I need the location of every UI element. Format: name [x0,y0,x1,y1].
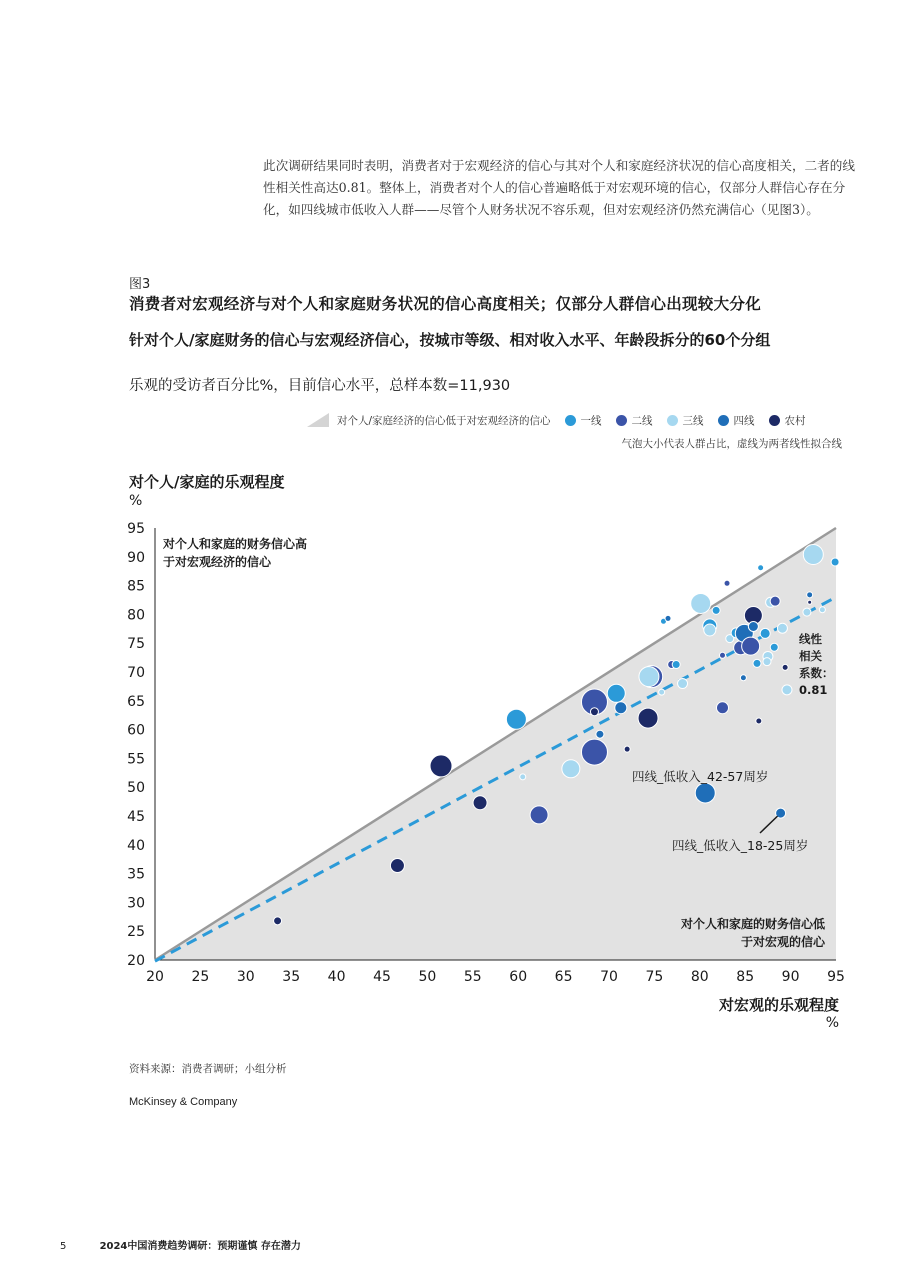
y-tick-label: 70 [127,665,145,681]
data-point [763,658,771,666]
data-point [672,661,680,669]
upper-region-label-line2: 于对宏观经济的信心 [163,555,272,569]
figure-title: 消费者对宏观经济与对个人和家庭财务状况的信心高度相关；仅部分人群信心出现较大分化 [129,295,762,313]
intro-paragraph: 此次调研结果同时表明，消费者对于宏观经济的信心与其对个人和家庭经济状况的信心高度相关，二者的线性相关性高达0.81。整体上，消费者对个人的信心普遍略低于对宏观环境的信心，仅部分人群信心存在分化，如四线城市低收入人群——尽管个人财务状况不容乐观，但对宏观经济仍然充满信心（见图3）。 [263,158,855,217]
y-tick-label: 95 [127,521,145,537]
data-point [748,621,758,631]
legend-note: 气泡大小代表人群占比，虚线为两者线性拟合线 [621,438,842,450]
data-point [430,755,452,777]
lower-region-label: 对个人和家庭的财务信心低 [680,917,825,931]
legend-area-label: 对个人/家庭经济的信心低于对宏观经济的信心 [337,414,551,427]
x-tick-label: 95 [827,969,845,985]
y-tick-label: 80 [127,607,145,624]
y-tick-label: 90 [127,549,145,566]
x-tick-label: 85 [736,969,755,985]
x-tick-label: 60 [509,969,528,985]
correlation-label-line3: 系数： [799,666,834,680]
figure-subtitle: 针对个人/家庭财务的信心与宏观经济信心，按城市等级、相对收入水平、年龄段拆分的60个分组 [129,331,771,349]
x-tick-label: 75 [645,969,664,985]
x-tick-label: 55 [463,969,482,985]
data-point [639,667,659,687]
data-point [665,615,671,621]
y-tick-label: 20 [127,953,145,969]
data-point [596,730,604,738]
correlation-label: 线性 [799,632,822,646]
data-point [274,917,282,925]
y-tick-label: 45 [127,809,145,825]
x-tick-label: 50 [418,969,437,985]
correlation-label-line2: 相关 [799,649,822,663]
x-tick-label: 90 [781,969,800,985]
page-number: 5 [60,1241,67,1252]
x-tick-label: 30 [236,969,255,985]
data-point [624,746,630,752]
x-tick-label: 35 [282,969,301,985]
data-point [742,637,760,655]
x-tick-label: 45 [373,969,391,985]
y-tick-label: 40 [127,837,145,854]
data-point [782,685,792,695]
y-tick-label: 35 [127,866,145,883]
annotation-tier4-low-income-42-57: 四线_低收入_42-57周岁 [632,769,769,784]
data-point [691,593,711,613]
y-axis-title: 对个人/家庭的乐观程度 [129,473,285,491]
x-tick-label: 65 [554,969,573,985]
x-tick-label: 20 [146,969,164,985]
data-point [831,558,839,566]
annotation-tier4-low-income-18-25: 四线_低收入_18-25周岁 [672,838,809,853]
y-tick-label: 75 [127,636,145,653]
legend-label-tier2: 二线 [631,414,653,427]
x-tick-label: 70 [600,969,618,985]
data-point [720,652,726,658]
data-point [704,624,716,636]
data-point [562,760,580,778]
data-point [678,679,688,689]
y-tick-label: 30 [127,895,145,912]
y-tick-label: 65 [127,693,145,710]
data-point [777,623,787,633]
y-tick-label: 85 [127,578,145,595]
legend-label-tier3: 三线 [682,414,704,427]
data-point [473,796,487,810]
data-point [803,608,811,616]
data-point [506,709,526,729]
data-point [819,607,825,613]
lower-region-label-line2: 于对宏观的信心 [740,935,825,949]
data-point [807,592,813,598]
legend-label-tier4: 四线 [733,414,755,427]
x-tick-label: 25 [191,969,210,985]
data-point [724,580,730,586]
data-point [520,774,526,780]
data-point [607,684,625,702]
data-point [782,664,788,670]
data-point [390,859,404,873]
data-point [695,783,715,803]
figure-unit: 乐观的受访者百分比%，目前信心水平，总样本数=11,930 [129,378,511,394]
data-point [740,675,746,681]
data-point [638,708,658,728]
page-footer [60,1237,301,1252]
data-point [659,689,665,695]
data-point [590,708,598,716]
data-point [770,596,780,606]
y-tick-label: 60 [127,722,145,739]
data-point [753,659,761,667]
data-point [758,565,764,571]
data-point [803,544,823,564]
data-point [712,606,720,614]
x-axis-unit: % [825,1015,839,1031]
data-point [760,628,770,638]
y-tick-label: 55 [127,751,145,768]
data-point [615,702,627,714]
legend-label-tier1: 一线 [580,414,602,427]
correlation-label-value: 0.81 [799,683,828,697]
data-point [756,718,762,724]
x-tick-label: 80 [690,969,709,985]
source-note: 资料来源：消费者调研；小组分析 [129,1063,287,1075]
y-tick-label: 25 [127,924,145,941]
y-axis-unit: % [129,493,143,509]
footer-title: 2024中国消费趋势调研：预期谨慎 存在潜力 [99,1241,301,1252]
x-tick-label: 40 [327,969,346,985]
upper-region-label: 对个人和家庭的财务信心高 [163,537,308,551]
data-point [581,739,607,765]
data-point [808,600,812,604]
legend-label-rural: 农村 [784,414,806,427]
figure-label: 图3 [129,277,151,292]
y-tick-label: 50 [127,780,145,797]
x-axis-title: 对宏观的乐观程度 [718,996,839,1014]
data-point [770,643,778,651]
brand-name: McKinsey & Company [129,1096,238,1108]
data-point [717,702,729,714]
data-point [530,806,548,824]
